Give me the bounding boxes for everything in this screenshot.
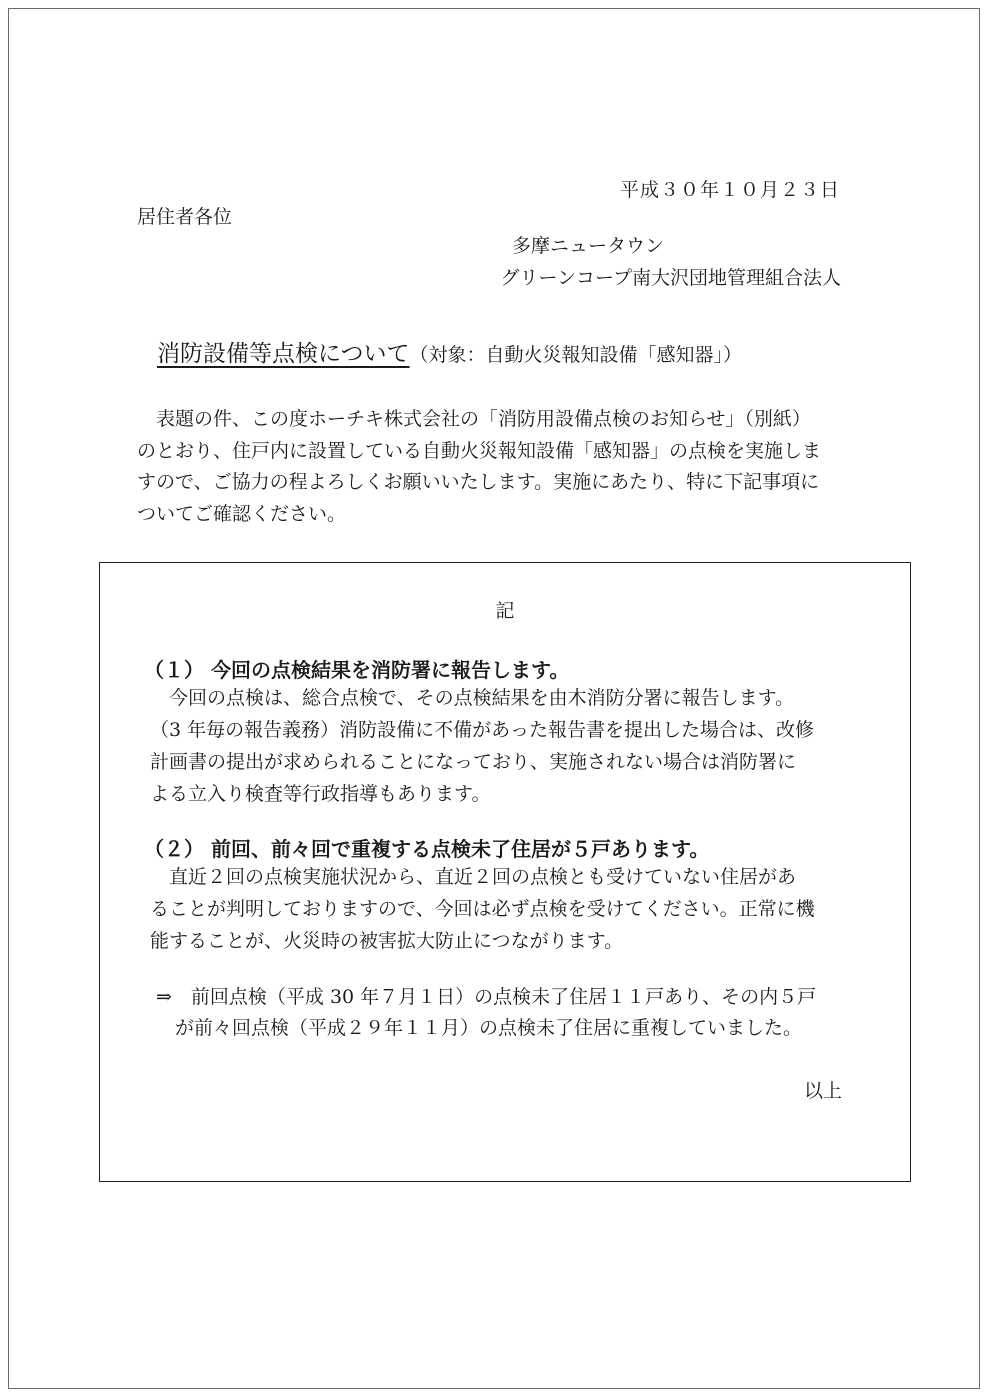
closing-mark: 以上 [803, 1080, 842, 1102]
title-main: 消防設備等点検について [157, 341, 410, 367]
intro-line: すので、ご協力の程よろしくお願いいたします。実施にあたり、特に下記事項に [137, 471, 820, 493]
intro-line: のとおり、住戸内に設置している自動火災報知設備「感知器」の点検を実施しま [137, 439, 822, 462]
title-subject: （対象：自動火災報知設備「感知器」） [409, 344, 743, 366]
document-date: 平成３０年１０月２３日 [619, 179, 840, 201]
section-2-line: 直近２回の点検実施状況から、直近２回の点検とも受けていない住居があ [150, 866, 797, 888]
section-2-body [150, 861, 815, 957]
intro-paragraph [137, 404, 851, 530]
section-1-body [150, 682, 814, 810]
sender-organization: グリーンコープ南大沢団地管理組合法人 [500, 267, 841, 289]
addressee: 居住者各位 [137, 206, 233, 228]
document-title [157, 335, 742, 368]
section-2-heading: （２） 前回、前々回で重複する点検未了住居が５戸あります。 [144, 837, 710, 861]
arrow-note-line: ⇒ 前回点検（平成 30 年７月１日）の点検未了住居１１戸あり、その内５戸 [156, 986, 817, 1008]
section-2-line: ることが判明しておりますので、今回は必ず点検を受けてください。正常に機 [150, 898, 815, 920]
section-1-line: よる立入り検査等行政指導もあります。 [150, 783, 491, 805]
section-1-line: 計画書の提出が求められることになっており、実施されない場合は消防署に [150, 751, 797, 773]
section-1-line: 今回の点検は、総合点検で、その点検結果を由木消防分署に報告します。 [150, 687, 795, 709]
arrow-note [156, 982, 816, 1044]
arrow-note-line: が前々回点検（平成２９年１１月）の点検未了住居に重複していました。 [156, 1017, 803, 1039]
section-1-heading: （１） 今回の点検結果を消防署に報告します。 [144, 658, 570, 682]
section-2-line: 能することが、火災時の被害拡大防止につながります。 [150, 930, 624, 952]
notes-heading: 記 [495, 600, 515, 622]
intro-line: ついてご確認ください。 [137, 502, 347, 525]
notes-box [99, 562, 911, 1182]
section-1-line: （3 年毎の報告義務）消防設備に不備があった報告書を提出した場合は、改修 [150, 719, 814, 741]
sender-area-name: 多摩ニュータウン [512, 235, 665, 257]
intro-line: 表題の件、この度ホーチキ株式会社の「消防用設備点検のお知らせ」（別紙） [137, 408, 811, 430]
